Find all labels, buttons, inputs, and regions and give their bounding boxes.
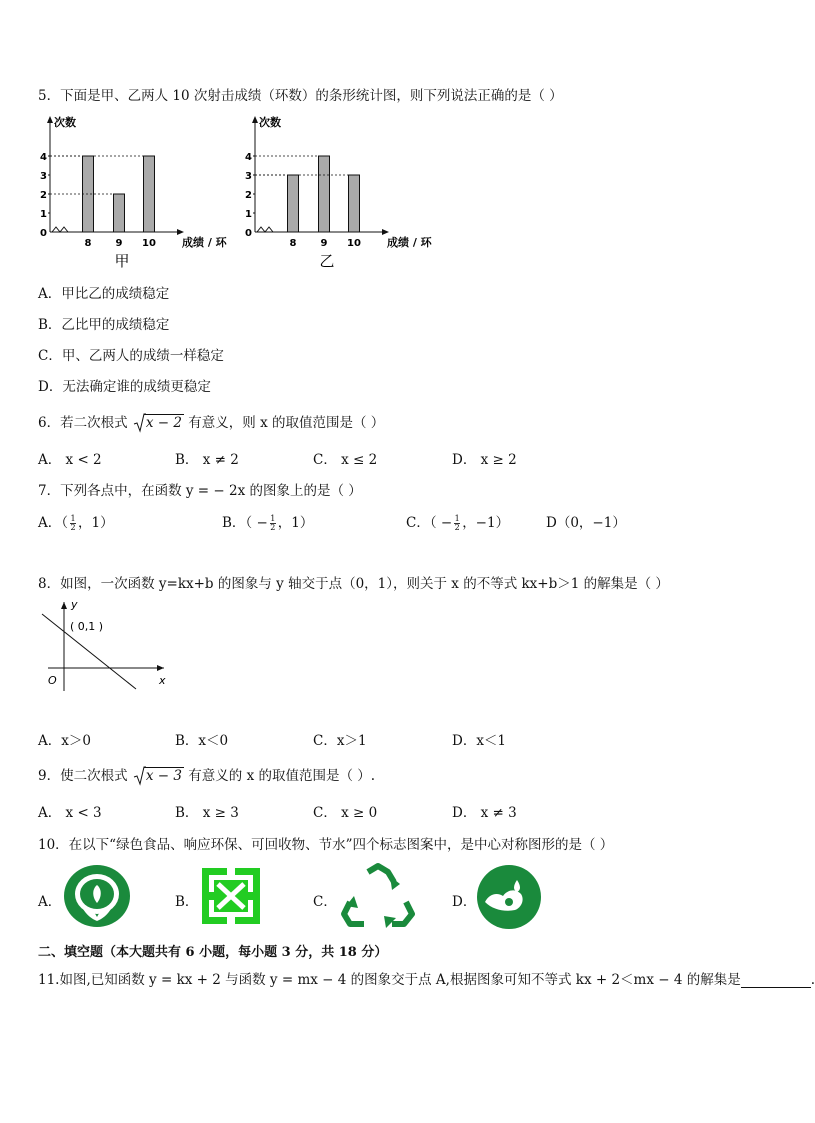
q5-option-b[interactable]: B．乙比甲的成绩稳定: [38, 317, 170, 333]
q7-b-post: ，1）: [277, 515, 314, 531]
y-arrow-icon: [47, 116, 53, 123]
q7-b-pre: B．（ −: [222, 515, 268, 531]
chart-title: 乙: [319, 252, 335, 270]
q5-stem: 5．下面是甲、乙两人 10 次射击成绩（环数）的条形统计图，则下列说法正确的是（ ）: [38, 88, 563, 104]
q8-option-b[interactable]: B．x＜0: [175, 733, 229, 749]
y-tick-label: 3: [245, 171, 252, 182]
recycle-logo-icon[interactable]: [340, 862, 416, 930]
q7-a-pre: A．（: [38, 515, 68, 531]
fraction: [270, 515, 276, 532]
x-arrow-icon: [177, 229, 184, 235]
bar-10: [144, 156, 155, 232]
q5-option-d[interactable]: D．无法确定谁的成绩更稳定: [38, 379, 211, 395]
axis-break-icon: [52, 227, 68, 232]
bar-8: [288, 175, 299, 232]
origin-label: O: [48, 674, 57, 687]
q9-option-b[interactable]: B． x ≥ 3: [175, 805, 239, 821]
y-arrow-icon: [252, 116, 258, 123]
x-axis-label: 成绩 / 环: [387, 236, 432, 249]
x-tick-label: 8: [84, 238, 92, 249]
q9-radicand: x − 3: [145, 768, 182, 784]
q9-sqrt: [134, 768, 184, 784]
y-tick-label: 2: [40, 190, 47, 201]
frac-num: 1: [454, 514, 460, 523]
q7-option-b[interactable]: [222, 511, 313, 532]
q6-post: 有意义，则 x 的取值范围是（ ）: [188, 415, 385, 431]
y-axis-label: 次数: [54, 116, 76, 129]
q6-radicand: x − 2: [145, 415, 182, 431]
sqrt-icon: [134, 413, 146, 433]
q8-graph: [36, 596, 176, 696]
x-tick-label: 9: [115, 238, 123, 249]
q6-option-b[interactable]: B． x ≠ 2: [175, 452, 239, 468]
q7-option-d[interactable]: D（0，−1）: [546, 515, 626, 531]
x-tick-label: 9: [320, 238, 328, 249]
q6-option-c[interactable]: C． x ≤ 2: [313, 452, 378, 468]
y-tick-label: 0: [245, 228, 252, 239]
x-arrow-icon: [382, 229, 389, 235]
x-tick-label: 10: [347, 238, 361, 249]
sqrt-icon: [134, 766, 146, 786]
y-tick-label: 4: [245, 152, 252, 163]
chart-jia: [30, 112, 230, 272]
q7-option-a[interactable]: [38, 511, 114, 532]
bar-9: [114, 194, 125, 232]
q10-label-c[interactable]: C．: [313, 894, 337, 910]
y-tick-label: 0: [40, 228, 47, 239]
point-label: ( 0,1 ): [70, 620, 104, 633]
environment-logo-icon[interactable]: [200, 866, 262, 926]
q7-option-c[interactable]: [406, 511, 509, 532]
y-tick-label: 1: [245, 209, 252, 220]
q7-a-post: ，1）: [78, 515, 114, 531]
y-tick-label: 4: [40, 152, 47, 163]
q7-c-post: ，−1）: [462, 515, 510, 531]
x-label: x: [159, 674, 166, 687]
green-food-logo-icon[interactable]: [62, 863, 132, 929]
frac-den: 2: [454, 523, 460, 532]
q5-option-a[interactable]: A．甲比乙的成绩稳定: [38, 286, 170, 302]
chart-yi: [235, 112, 435, 272]
bar-10: [349, 175, 360, 232]
q6-pre: 6．若二次根式: [38, 415, 128, 431]
q10-label-a[interactable]: A．: [38, 894, 62, 910]
frac-den: 2: [70, 523, 76, 532]
q6-stem: [38, 411, 384, 431]
frac-num: 1: [70, 514, 76, 523]
q9-post: 有意义的 x 的取值范围是（ ）.: [188, 768, 376, 784]
y-tick-label: 1: [40, 209, 47, 220]
fraction: [454, 515, 460, 532]
q9-option-d[interactable]: D． x ≠ 3: [452, 805, 517, 821]
water-saving-logo-icon[interactable]: [475, 864, 543, 930]
section-2-title: 二、填空题（本大题共有 6 小题，每小题 3 分，共 18 分）: [38, 945, 388, 960]
y-arrow-icon: [61, 602, 67, 609]
fraction: [70, 515, 76, 532]
q9-stem: [38, 764, 375, 784]
q8-option-c[interactable]: C．x＞1: [313, 733, 367, 749]
q9-pre: 9．使二次根式: [38, 768, 128, 784]
q9-option-a[interactable]: A． x < 3: [38, 805, 102, 821]
chart-title: 甲: [114, 252, 130, 270]
q7-c-pre: C．（ −: [406, 515, 453, 531]
q8-option-d[interactable]: D．x＜1: [452, 733, 507, 749]
axis-break-icon: [257, 227, 273, 232]
q10-stem: 10．在以下“绿色食品、响应环保、可回收物、节水”四个标志图案中，是中心对称图形的是（ ）: [38, 837, 614, 853]
bar-9: [319, 156, 330, 232]
q11-stem: 11.如图,已知函数 y = kx + 2 与函数 y = mx − 4 的图象交于点 A,根据图象可知不等式 kx + 2＜mx − 4 的解集是 .: [38, 972, 815, 988]
q5-option-c[interactable]: C．甲、乙两人的成绩一样稳定: [38, 348, 224, 364]
q6-option-a[interactable]: A． x < 2: [38, 452, 102, 468]
q7-stem: 7．下列各点中，在函数 y = − 2x 的图象上的是（ ）: [38, 483, 362, 499]
frac-num: 1: [270, 514, 276, 523]
y-axis-label: 次数: [259, 116, 281, 129]
q10-label-b[interactable]: B．: [175, 894, 199, 910]
x-axis-label: 成绩 / 环: [182, 236, 227, 249]
y-label: y: [71, 598, 78, 611]
y-tick-label: 3: [40, 171, 47, 182]
x-tick-label: 10: [142, 238, 156, 249]
q10-label-d[interactable]: D．: [452, 894, 477, 910]
q6-option-d[interactable]: D． x ≥ 2: [452, 452, 517, 468]
q6-sqrt: [134, 415, 184, 431]
frac-den: 2: [270, 523, 276, 532]
q8-stem: 8．如图，一次函数 y=kx+b 的图象与 y 轴交于点（0，1），则关于 x 的不等式 kx+b＞1 的解集是（ ）: [38, 576, 669, 592]
y-tick-label: 2: [245, 190, 252, 201]
q9-option-c[interactable]: C． x ≥ 0: [313, 805, 378, 821]
q8-option-a[interactable]: A．x＞0: [38, 733, 91, 749]
x-tick-label: 8: [289, 238, 297, 249]
answer-blank[interactable]: [741, 975, 811, 988]
q11-text: 11.如图,已知函数 y = kx + 2 与函数 y = mx − 4 的图象交于点 A,根据图象可知不等式 kx + 2＜mx − 4 的解集是: [38, 972, 741, 988]
x-arrow-icon: [157, 665, 164, 671]
